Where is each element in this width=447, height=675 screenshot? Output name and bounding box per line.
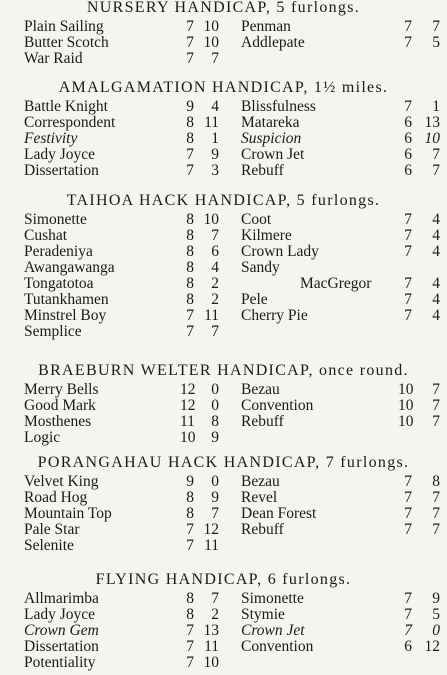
weight-stones: 8 <box>186 291 194 308</box>
weight-pounds: 0 <box>211 473 219 490</box>
horse-name: Correspondent <box>24 114 116 131</box>
horse-name: Dissertation <box>24 638 99 655</box>
weight-pounds: 9 <box>211 146 219 163</box>
weight-stones: 7 <box>186 622 194 639</box>
weight-pounds: 7 <box>211 50 219 67</box>
horse-name: Allmarimba <box>24 590 99 607</box>
race-heading: BRAEBURN WELTER HANDICAP, once round. <box>38 362 409 379</box>
weight-stones: 7 <box>404 291 412 308</box>
weight-stones: 7 <box>404 243 412 260</box>
weight-stones: 11 <box>180 413 195 430</box>
horse-name: Pele <box>241 291 268 308</box>
weight-pounds: 7 <box>432 489 440 506</box>
weight-pounds: 4 <box>432 291 440 308</box>
weight-stones: 10 <box>398 413 414 430</box>
horse-name: Crown Jet <box>241 146 305 163</box>
weight-stones: 7 <box>404 18 412 35</box>
weight-stones: 7 <box>404 98 412 115</box>
horse-name: Dean Forest <box>241 505 317 522</box>
race-heading: NURSERY HANDICAP, 5 furlongs. <box>86 0 361 16</box>
entry-row <box>0 244 447 260</box>
weight-pounds: 11 <box>204 537 219 554</box>
weight-stones: 7 <box>186 307 194 324</box>
horse-name: Revel <box>241 489 278 506</box>
weight-pounds: 1 <box>432 98 440 115</box>
entry-row <box>0 19 447 35</box>
entry-row <box>0 324 447 340</box>
weight-pounds: 7 <box>432 413 440 430</box>
horse-name: Blissfulness <box>241 98 316 115</box>
weight-pounds: 0 <box>211 381 219 398</box>
weight-pounds: 10 <box>203 18 219 35</box>
entry-row <box>0 538 447 554</box>
entry-row <box>0 99 447 115</box>
horse-name: Plain Sailing <box>24 18 104 35</box>
entry-row <box>0 639 447 655</box>
horse-name: Mosthenes <box>24 413 92 430</box>
horse-name: Butter Scotch <box>24 34 109 51</box>
entry-row <box>0 51 447 67</box>
horse-name: Simonette <box>241 590 304 607</box>
weight-pounds: 7 <box>432 146 440 163</box>
weight-stones: 8 <box>186 606 194 623</box>
weight-pounds: 7 <box>211 227 219 244</box>
weight-pounds: 7 <box>432 397 440 414</box>
weight-stones: 7 <box>404 590 412 607</box>
horse-name: Penman <box>241 18 291 35</box>
weight-stones: 7 <box>186 654 194 671</box>
weight-stones: 8 <box>186 211 194 228</box>
weight-stones: 8 <box>186 489 194 506</box>
horse-name: Lady Joyce <box>24 606 96 623</box>
entry-row <box>0 308 447 324</box>
weight-stones: 8 <box>186 590 194 607</box>
horse-name: Matareka <box>241 114 300 131</box>
horse-name: Good Mark <box>24 397 96 414</box>
weight-stones: 6 <box>404 130 412 147</box>
entry-row <box>0 623 447 639</box>
entry-row <box>0 260 447 276</box>
weight-pounds: 7 <box>432 162 440 179</box>
horse-name: Mountain Top <box>24 505 112 522</box>
horse-name: Convention <box>241 638 314 655</box>
horse-name: Simonette <box>24 211 87 228</box>
horse-name: Bezau <box>241 473 280 490</box>
weight-pounds: 2 <box>211 291 219 308</box>
weight-pounds: 11 <box>204 307 219 324</box>
weight-pounds: 3 <box>211 162 219 179</box>
horse-name: Semplice <box>24 323 82 340</box>
weight-stones: 10 <box>398 397 414 414</box>
horse-name: War Raid <box>24 50 83 67</box>
horse-name: Rebuff <box>241 521 284 538</box>
weight-stones: 7 <box>186 50 194 67</box>
horse-name: Pale Star <box>24 521 80 538</box>
entry-row <box>0 276 447 292</box>
horse-name: Road Hog <box>24 489 88 506</box>
weight-pounds: 4 <box>432 275 440 292</box>
horse-name: Rebuff <box>241 162 284 179</box>
weight-stones: 7 <box>186 521 194 538</box>
race-heading: TAIHOA HACK HANDICAP, 5 furlongs. <box>66 192 381 209</box>
horse-name: Bezau <box>241 381 280 398</box>
entry-row <box>0 522 447 538</box>
horse-name: Festivity <box>24 130 78 147</box>
horse-name: Awangawanga <box>24 259 115 276</box>
race-heading: PORANGAHAU HACK HANDICAP, 7 furlongs. <box>37 454 410 471</box>
horse-name: Minstrel Boy <box>24 307 107 324</box>
weight-stones: 12 <box>180 381 196 398</box>
weight-stones: 8 <box>186 505 194 522</box>
horse-name: Convention <box>241 397 314 414</box>
weight-stones: 8 <box>186 114 194 131</box>
weight-stones: 7 <box>404 307 412 324</box>
weight-pounds: 4 <box>211 259 219 276</box>
entry-row <box>0 430 447 446</box>
weight-pounds: 4 <box>432 307 440 324</box>
entry-row <box>0 490 447 506</box>
weight-stones: 7 <box>404 211 412 228</box>
weight-pounds: 10 <box>203 654 219 671</box>
horse-name: Cushat <box>24 227 68 244</box>
entry-row <box>0 131 447 147</box>
weight-pounds: 8 <box>432 473 440 490</box>
horse-name: Addlepate <box>241 34 305 51</box>
horse-name: Stymie <box>241 606 285 623</box>
weight-pounds: 2 <box>211 606 219 623</box>
weight-stones: 7 <box>404 521 412 538</box>
weight-pounds: 13 <box>203 622 219 639</box>
horse-name: Suspicion <box>241 130 302 147</box>
weight-stones: 7 <box>186 162 194 179</box>
entry-row <box>0 228 447 244</box>
horse-name: Logic <box>24 429 61 446</box>
weight-pounds: 11 <box>204 638 219 655</box>
weight-pounds: 7 <box>211 323 219 340</box>
weight-stones: 7 <box>404 34 412 51</box>
weight-pounds: 7 <box>432 18 440 35</box>
horse-name: Peradeniya <box>24 243 93 260</box>
weight-pounds: 4 <box>211 98 219 115</box>
horse-name: Dissertation <box>24 162 99 179</box>
weight-pounds: 8 <box>211 413 219 430</box>
horse-name: Selenite <box>24 537 74 554</box>
weight-pounds: 5 <box>432 606 440 623</box>
weight-stones: 6 <box>404 146 412 163</box>
horse-name: Battle Knight <box>24 98 108 115</box>
weight-pounds: 2 <box>211 275 219 292</box>
horse-name: Crown Jet <box>241 622 305 639</box>
weight-stones: 7 <box>404 275 412 292</box>
entry-row <box>0 655 447 671</box>
horse-name: Rebuff <box>241 413 284 430</box>
weight-stones: 6 <box>404 162 412 179</box>
weight-pounds: 12 <box>203 521 219 538</box>
weight-stones: 7 <box>404 473 412 490</box>
weight-stones: 8 <box>186 243 194 260</box>
weight-pounds: 10 <box>203 211 219 228</box>
horse-name: Cherry Pie <box>241 307 308 324</box>
weight-pounds: 7 <box>211 590 219 607</box>
horse-name: Velvet King <box>24 473 99 490</box>
horse-name: Tongatotoa <box>24 275 94 292</box>
weight-stones: 7 <box>186 18 194 35</box>
weight-stones: 7 <box>186 638 194 655</box>
entry-row <box>0 212 447 228</box>
weight-stones: 7 <box>404 489 412 506</box>
horse-name: Tutankhamen <box>24 291 109 308</box>
weight-stones: 7 <box>186 537 194 554</box>
weight-pounds: 11 <box>204 114 219 131</box>
weight-stones: 6 <box>404 638 412 655</box>
weight-stones: 8 <box>186 259 194 276</box>
weight-pounds: 9 <box>211 489 219 506</box>
entry-row <box>0 163 447 179</box>
weight-stones: 10 <box>180 429 196 446</box>
weight-stones: 8 <box>186 130 194 147</box>
entry-row <box>0 382 447 398</box>
entry-row <box>0 35 447 51</box>
weight-stones: 8 <box>186 275 194 292</box>
horse-name: Sandy <box>241 259 280 276</box>
weight-pounds: 6 <box>211 243 219 260</box>
weight-pounds: 13 <box>424 114 440 131</box>
weight-stones: 7 <box>186 146 194 163</box>
entry-row <box>0 292 447 308</box>
horse-name: MacGregor <box>300 275 372 292</box>
weight-stones: 8 <box>186 227 194 244</box>
weight-stones: 7 <box>404 505 412 522</box>
entry-row <box>0 607 447 623</box>
weight-pounds: 12 <box>424 638 440 655</box>
weight-stones: 7 <box>186 323 194 340</box>
horse-name: Crown Lady <box>241 243 319 260</box>
entry-row <box>0 474 447 490</box>
horse-name: Coot <box>241 211 272 228</box>
weight-pounds: 4 <box>432 211 440 228</box>
weight-stones: 12 <box>180 397 196 414</box>
weight-stones: 9 <box>186 473 194 490</box>
entry-row <box>0 506 447 522</box>
weight-stones: 7 <box>186 34 194 51</box>
horse-name: Lady Joyce <box>24 146 96 163</box>
horse-name: Potentiality <box>24 654 96 671</box>
horse-name: Crown Gem <box>24 622 99 639</box>
weight-stones: 9 <box>186 98 194 115</box>
weight-pounds: 7 <box>211 505 219 522</box>
weight-stones: 6 <box>404 114 412 131</box>
weight-pounds: 7 <box>432 505 440 522</box>
weight-stones: 7 <box>404 622 412 639</box>
entry-row <box>0 398 447 414</box>
weight-pounds: 7 <box>432 521 440 538</box>
race-heading: AMALGAMATION HANDICAP, 1½ miles. <box>58 79 389 96</box>
horse-name: Merry Bells <box>24 381 99 398</box>
entry-row <box>0 115 447 131</box>
weight-pounds: 9 <box>211 429 219 446</box>
entry-row <box>0 147 447 163</box>
weight-pounds: 7 <box>432 381 440 398</box>
weight-stones: 7 <box>404 227 412 244</box>
entry-row <box>0 591 447 607</box>
weight-pounds: 10 <box>203 34 219 51</box>
weight-stones: 10 <box>398 381 414 398</box>
horse-name: Kilmere <box>241 227 292 244</box>
weight-pounds: 10 <box>424 130 440 147</box>
entry-row <box>0 414 447 430</box>
weight-pounds: 9 <box>432 590 440 607</box>
race-heading: FLYING HANDICAP, 6 furlongs. <box>95 571 352 588</box>
weight-stones: 7 <box>404 606 412 623</box>
weight-pounds: 1 <box>211 130 219 147</box>
weight-pounds: 5 <box>432 34 440 51</box>
weight-pounds: 4 <box>432 227 440 244</box>
weight-pounds: 0 <box>211 397 219 414</box>
weight-pounds: 4 <box>432 243 440 260</box>
weight-pounds: 0 <box>432 622 440 639</box>
